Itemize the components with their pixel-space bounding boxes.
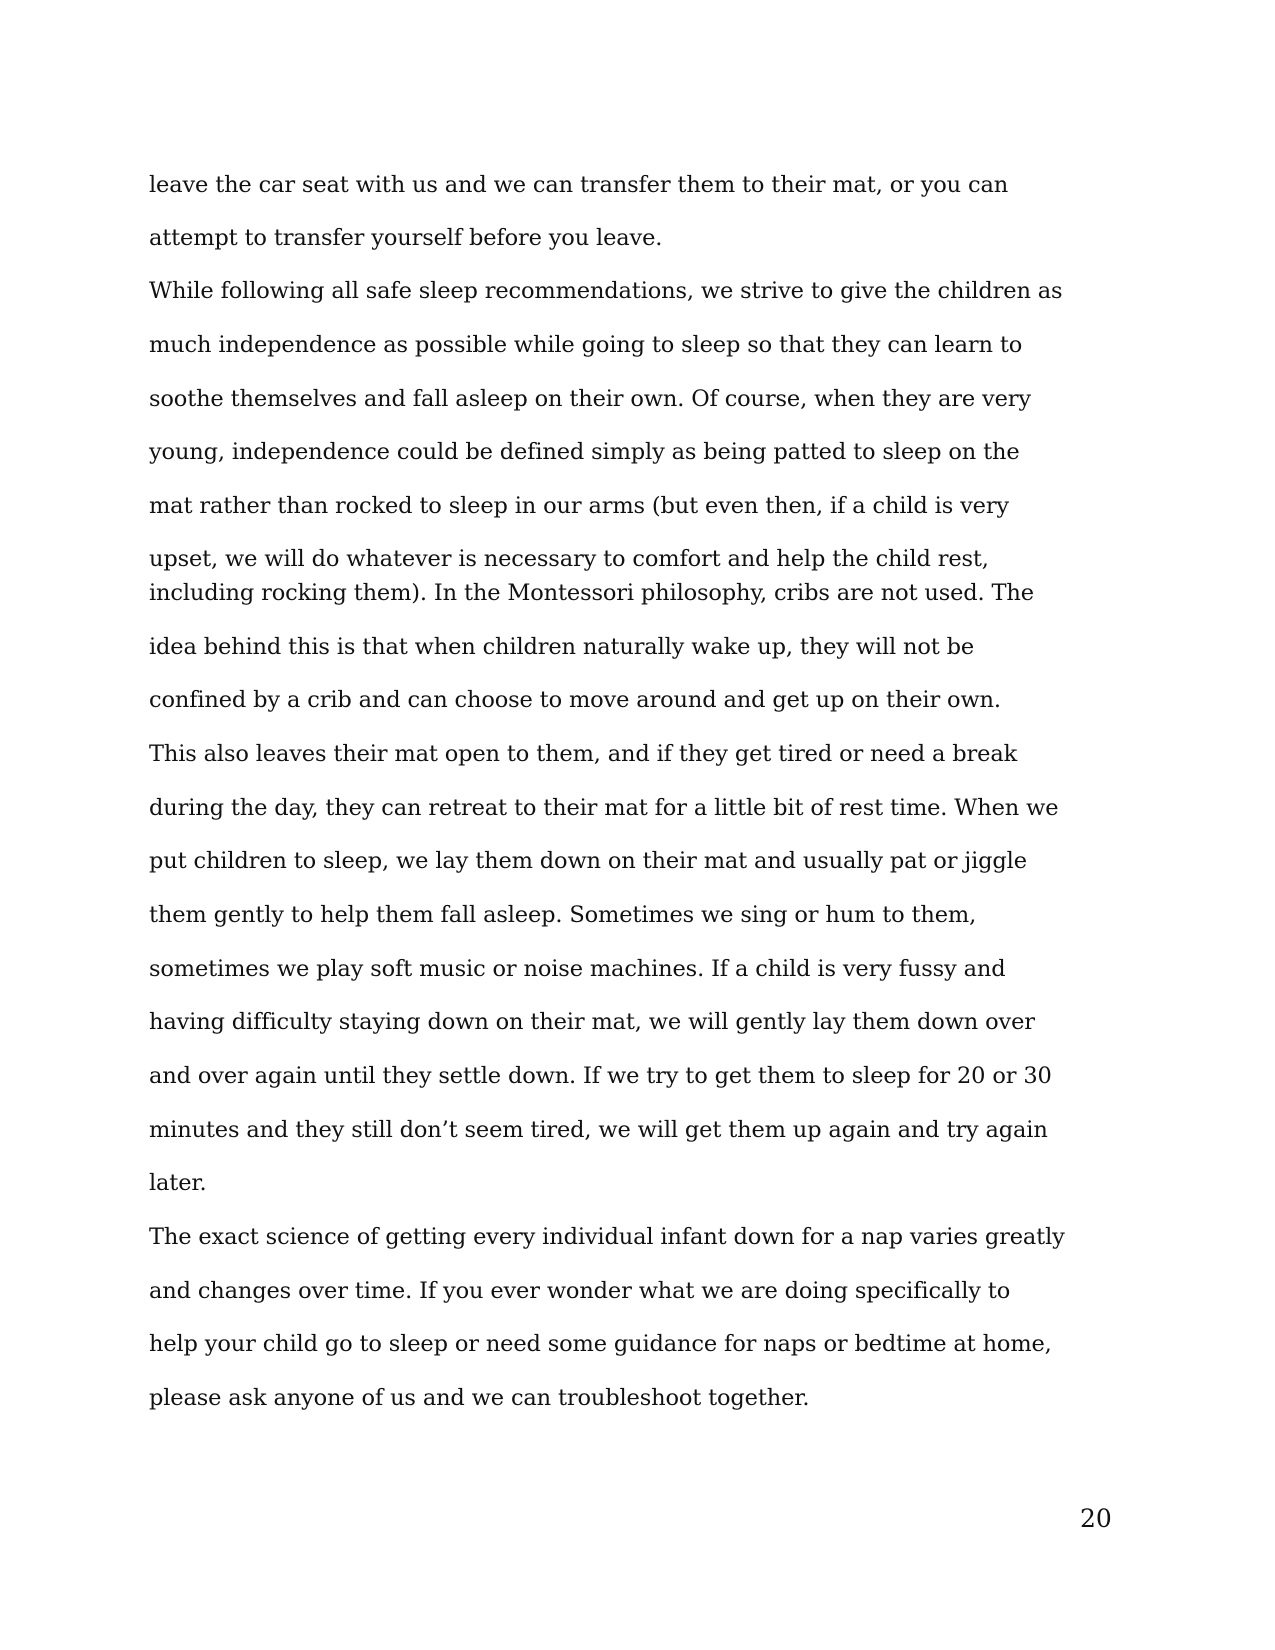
text-line: later.: [149, 1170, 207, 1196]
text-line: put children to sleep, we lay them down on their mat and usually pat or jiggle: [149, 848, 1027, 874]
text-line: help your child go to sleep or need some guidance for naps or bedtime at home,: [149, 1331, 1052, 1357]
page-number: 20: [1080, 1504, 1112, 1533]
text-line: minutes and they still don’t seem tired, we will get them up again and try again: [149, 1117, 1048, 1143]
text-line: sometimes we play soft music or noise machines. If a child is very fussy and: [149, 956, 1006, 982]
text-line: This also leaves their mat open to them, and if they get tired or need a break: [149, 741, 1018, 767]
text-line: and over again until they settle down. If we try to get them to sleep for 20 or 30: [149, 1063, 1052, 1089]
text-line: including rocking them). In the Montessori philosophy, cribs are not used. The: [149, 580, 1034, 606]
text-line: during the day, they can retreat to their mat for a little bit of rest time. When we: [149, 795, 1059, 821]
text-line: While following all safe sleep recommendations, we strive to give the children as: [149, 278, 1063, 304]
text-line: upset, we will do whatever is necessary to comfort and help the child rest,: [149, 546, 989, 572]
text-line: leave the car seat with us and we can transfer them to their mat, or you can: [149, 172, 1009, 198]
text-line: mat rather than rocked to sleep in our arms (but even then, if a child is very: [149, 493, 1009, 519]
text-line: them gently to help them fall asleep. Sometimes we sing or hum to them,: [149, 902, 977, 928]
text-line: and changes over time. If you ever wonder what we are doing specifically to: [149, 1278, 1011, 1304]
text-line: please ask anyone of us and we can troubleshoot together.: [149, 1385, 810, 1411]
text-line: much independence as possible while going to sleep so that they can learn to: [149, 332, 1023, 358]
text-line: soothe themselves and fall asleep on their own. Of course, when they are very: [149, 386, 1031, 412]
text-line: confined by a crib and can choose to move around and get up on their own.: [149, 687, 1001, 713]
text-line: having difficulty staying down on their mat, we will gently lay them down over: [149, 1009, 1035, 1035]
text-line: The exact science of getting every individual infant down for a nap varies greatly: [149, 1224, 1065, 1250]
text-line: attempt to transfer yourself before you leave.: [149, 225, 663, 251]
text-line: young, independence could be defined simply as being patted to sleep on the: [149, 439, 1020, 465]
text-line: idea behind this is that when children naturally wake up, they will not be: [149, 634, 975, 660]
